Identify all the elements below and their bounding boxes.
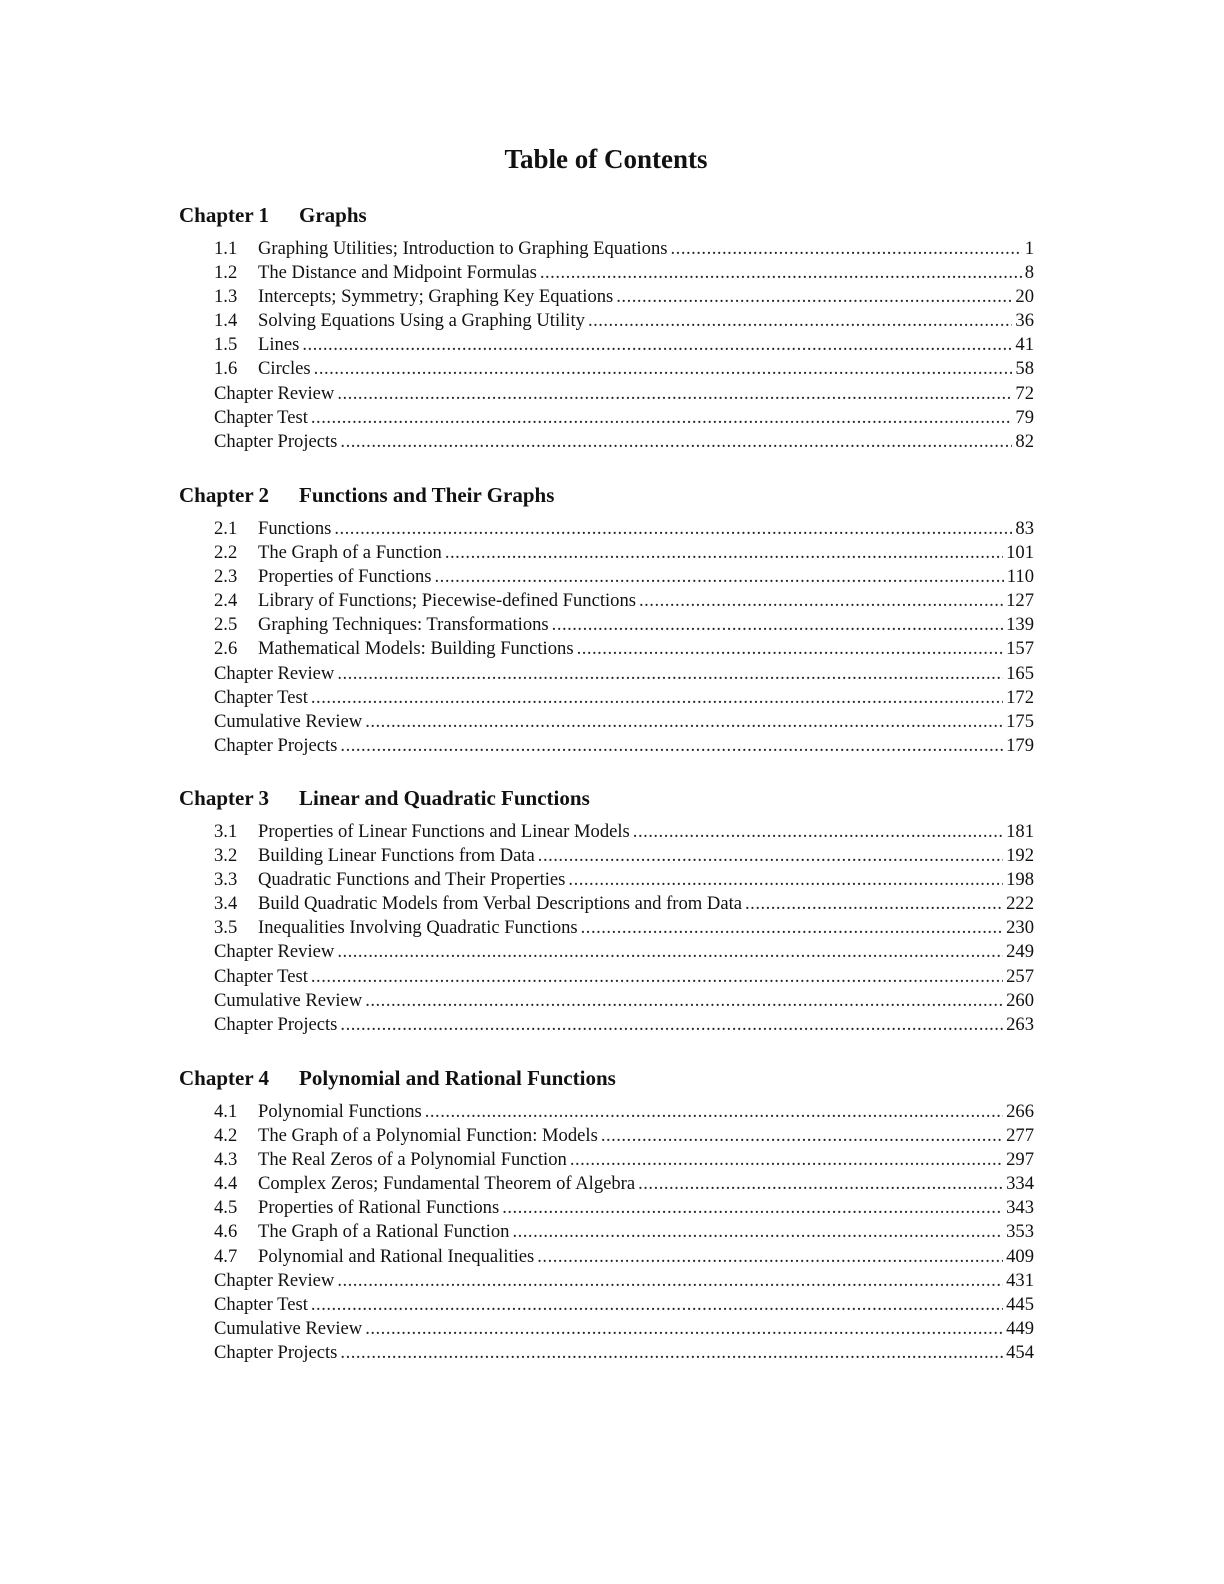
toc-entry[interactable] — [179, 261, 1034, 285]
page-title: Table of Contents — [504, 144, 708, 174]
entry-title: Properties of Functions — [258, 566, 432, 588]
chapter-4-section — [179, 1063, 1034, 1365]
chapter-label: Chapter 4 — [179, 1066, 270, 1090]
toc-entry[interactable] — [179, 565, 1034, 589]
dot-leader — [365, 710, 1003, 734]
chapter-label: Chapter 2 — [179, 483, 270, 507]
section-number: 2.6 — [214, 638, 238, 660]
page-number: 334 — [1006, 1173, 1034, 1195]
chapter-name: Linear and Quadratic Functions — [299, 786, 590, 810]
chapter-name: Graphs — [299, 203, 367, 227]
entry-title: Properties of Rational Functions — [258, 1197, 500, 1219]
toc-entry[interactable] — [179, 916, 1034, 940]
page-number: 139 — [1006, 614, 1034, 636]
entry-title: Mathematical Models: Building Functions — [258, 638, 574, 660]
chapter-1-section — [179, 200, 1034, 454]
page-number: 165 — [1006, 662, 1034, 684]
page-number: 36 — [1015, 310, 1034, 332]
page-number: 175 — [1006, 710, 1034, 732]
entry-title: Chapter Projects — [214, 734, 338, 756]
page-number: 249 — [1006, 941, 1034, 963]
toc-entry[interactable] — [179, 333, 1034, 357]
dot-leader — [577, 637, 1004, 661]
section-number: 2.1 — [214, 518, 238, 539]
chapter-name: Functions and Their Graphs — [299, 483, 555, 507]
entry-title: Cumulative Review — [214, 1317, 363, 1339]
chapter-entries — [179, 237, 1034, 454]
entry-title: Chapter Test — [214, 406, 308, 428]
dot-leader — [540, 261, 1022, 285]
section-number: 1.5 — [214, 334, 238, 356]
page-number: 79 — [1015, 406, 1034, 428]
toc-entry[interactable] — [179, 285, 1034, 309]
page-number: 260 — [1006, 989, 1034, 1011]
dot-leader — [365, 1317, 1003, 1341]
dot-leader — [512, 1220, 1003, 1244]
page-number: 266 — [1006, 1101, 1034, 1122]
page-number: 127 — [1006, 590, 1034, 612]
toc-entry[interactable] — [179, 1124, 1034, 1148]
entry-title: Cumulative Review — [214, 989, 363, 1011]
dot-leader — [311, 965, 1003, 989]
section-number: 4.1 — [214, 1101, 238, 1122]
chapter-2-section — [179, 480, 1034, 758]
page-number: 297 — [1006, 1149, 1034, 1171]
entry-title: Graphing Utilities; Introduction to Graphing Equations — [258, 238, 668, 259]
entry-title: The Distance and Midpoint Formulas — [258, 262, 537, 284]
toc-entry[interactable] — [179, 541, 1034, 565]
section-number: 3.1 — [214, 821, 238, 842]
toc-entry[interactable] — [179, 357, 1034, 381]
chapter-entries — [179, 820, 1034, 1037]
toc-entry[interactable] — [179, 1196, 1034, 1220]
toc-entry[interactable] — [179, 940, 1034, 964]
dot-leader — [601, 1124, 1003, 1148]
page-number: 179 — [1006, 734, 1034, 756]
section-number: 1.3 — [214, 286, 238, 308]
entry-title: Solving Equations Using a Graphing Utility — [258, 310, 585, 332]
page-number: 58 — [1015, 358, 1034, 380]
toc-entry[interactable] — [179, 1220, 1034, 1244]
dot-leader — [616, 285, 1012, 309]
entry-title: Building Linear Functions from Data — [258, 845, 535, 867]
dot-leader — [340, 1341, 1003, 1365]
page-number: 445 — [1006, 1293, 1034, 1315]
dot-leader — [425, 1100, 1003, 1124]
chapter-label: Chapter 1 — [179, 203, 270, 227]
page-number: 454 — [1006, 1341, 1034, 1363]
toc-entry[interactable] — [179, 1293, 1034, 1317]
chapter-heading — [179, 1063, 1034, 1093]
entry-title: Complex Zeros; Fundamental Theorem of Algebra — [258, 1173, 636, 1195]
chapter-name: Polynomial and Rational Functions — [299, 1066, 616, 1090]
section-number: 4.5 — [214, 1197, 238, 1219]
toc-entry[interactable] — [179, 1148, 1034, 1172]
toc-entry[interactable] — [179, 382, 1034, 406]
toc-entry[interactable] — [179, 406, 1034, 430]
chapter-label: Chapter 3 — [179, 786, 270, 810]
toc-entry[interactable] — [179, 844, 1034, 868]
dot-leader — [570, 1148, 1003, 1172]
section-number: 4.3 — [214, 1149, 238, 1171]
toc-entry[interactable] — [179, 1172, 1034, 1196]
toc-entry[interactable] — [179, 1269, 1034, 1293]
toc-entry[interactable] — [179, 965, 1034, 989]
entry-title: Functions — [258, 518, 332, 539]
section-number: 2.3 — [214, 566, 238, 588]
entry-title: Polynomial Functions — [258, 1101, 422, 1122]
entry-title: Chapter Review — [214, 1269, 335, 1291]
entry-title: Chapter Review — [214, 941, 335, 963]
dot-leader — [537, 1245, 1003, 1269]
page-number: 277 — [1006, 1125, 1034, 1147]
section-number: 2.2 — [214, 542, 238, 564]
entry-title: Chapter Projects — [214, 430, 338, 452]
entry-title: Chapter Test — [214, 965, 308, 987]
page-number: 172 — [1006, 686, 1034, 708]
page-number: 82 — [1015, 430, 1034, 452]
toc-entry[interactable] — [179, 637, 1034, 661]
page-number: 8 — [1024, 262, 1034, 284]
entry-title: The Graph of a Rational Function — [258, 1221, 510, 1243]
chapter-heading — [179, 783, 1034, 813]
entry-title: Chapter Review — [214, 382, 335, 404]
dot-leader — [314, 357, 1013, 381]
page-number: 449 — [1006, 1317, 1034, 1339]
entry-title: Graphing Techniques: Transformations — [258, 614, 549, 636]
toc-entry[interactable] — [179, 868, 1034, 892]
section-number: 4.6 — [214, 1221, 238, 1243]
entry-title: Inequalities Involving Quadratic Functions — [258, 917, 578, 939]
dot-leader — [311, 1293, 1003, 1317]
page-number: 41 — [1015, 334, 1034, 356]
section-number: 3.5 — [214, 917, 238, 939]
toc-entry[interactable] — [179, 1100, 1034, 1124]
chapter-3-section — [179, 783, 1034, 1037]
entry-title: Library of Functions; Piecewise-defined Functions — [258, 590, 636, 612]
entry-title: Build Quadratic Models from Verbal Descriptions and from Data — [258, 893, 743, 915]
section-number: 4.2 — [214, 1125, 238, 1147]
toc-entry[interactable] — [179, 1341, 1034, 1365]
toc-entry[interactable] — [179, 1245, 1034, 1269]
section-number: 2.5 — [214, 614, 238, 636]
dot-leader — [633, 820, 1003, 844]
dot-leader — [745, 892, 1003, 916]
entry-title: Cumulative Review — [214, 710, 363, 732]
toc-entry[interactable] — [179, 892, 1034, 916]
entry-title: Chapter Test — [214, 1293, 308, 1315]
section-number: 1.6 — [214, 358, 238, 380]
dot-leader — [538, 844, 1003, 868]
toc-entry[interactable] — [179, 820, 1034, 844]
section-number: 4.4 — [214, 1173, 238, 1195]
page-number: 83 — [1015, 518, 1034, 539]
page-number: 222 — [1006, 893, 1034, 915]
dot-leader — [340, 1013, 1003, 1037]
dot-leader — [337, 382, 1012, 406]
section-number: 1.4 — [214, 310, 238, 332]
page-number: 72 — [1015, 382, 1034, 404]
section-number: 3.3 — [214, 869, 238, 891]
entry-title: Chapter Test — [214, 686, 308, 708]
dot-leader — [311, 406, 1013, 430]
dot-leader — [435, 565, 1004, 589]
dot-leader — [581, 916, 1003, 940]
entry-title: Quadratic Functions and Their Properties — [258, 869, 566, 891]
page-number: 263 — [1006, 1013, 1034, 1035]
toc-entry[interactable] — [179, 1317, 1034, 1341]
entry-title: Properties of Linear Functions and Linear Models — [258, 821, 630, 842]
dot-leader — [639, 589, 1003, 613]
toc-entry[interactable] — [179, 430, 1034, 454]
dot-leader — [502, 1196, 1003, 1220]
entry-title: The Real Zeros of a Polynomial Function — [258, 1149, 567, 1171]
section-number: 1.2 — [214, 262, 238, 284]
dot-leader — [671, 237, 1022, 261]
toc-entry[interactable] — [179, 686, 1034, 710]
page-number: 110 — [1006, 566, 1034, 588]
page-number: 181 — [1006, 821, 1034, 842]
dot-leader — [445, 541, 1003, 565]
page-number: 230 — [1006, 917, 1034, 939]
page-number: 343 — [1006, 1197, 1034, 1219]
chapter-entries — [179, 1100, 1034, 1365]
section-number: 3.2 — [214, 845, 238, 867]
entry-title: Lines — [258, 334, 300, 356]
section-number: 2.4 — [214, 590, 238, 612]
page-number: 257 — [1006, 965, 1034, 987]
page-number: 1 — [1024, 238, 1034, 259]
dot-leader — [337, 1269, 1003, 1293]
toc-entry[interactable] — [179, 710, 1034, 734]
toc-entry[interactable] — [179, 517, 1034, 541]
dot-leader — [302, 333, 1012, 357]
dot-leader — [311, 686, 1003, 710]
toc-entry[interactable] — [179, 237, 1034, 261]
page-number: 157 — [1006, 638, 1034, 660]
toc-entry[interactable] — [179, 734, 1034, 758]
toc-entry[interactable] — [179, 1013, 1034, 1037]
dot-leader — [337, 940, 1003, 964]
dot-leader — [552, 613, 1003, 637]
toc-entry[interactable] — [179, 309, 1034, 333]
section-number: 1.1 — [214, 238, 238, 259]
entry-title: Intercepts; Symmetry; Graphing Key Equations — [258, 286, 614, 308]
toc-entry[interactable] — [179, 989, 1034, 1013]
chapter-heading — [179, 200, 1034, 230]
dot-leader — [365, 989, 1003, 1013]
page-number: 409 — [1006, 1245, 1034, 1267]
chapter-heading — [179, 480, 1034, 510]
entry-title: The Graph of a Function — [258, 542, 442, 564]
dot-leader — [340, 430, 1012, 454]
entry-title: Chapter Projects — [214, 1341, 338, 1363]
toc-entry[interactable] — [179, 613, 1034, 637]
section-number: 3.4 — [214, 893, 238, 915]
dot-leader — [568, 868, 1003, 892]
chapter-entries — [179, 517, 1034, 758]
toc-entry[interactable] — [179, 662, 1034, 686]
page-number: 431 — [1006, 1269, 1034, 1291]
page-number: 192 — [1006, 845, 1034, 867]
entry-title: Chapter Projects — [214, 1013, 338, 1035]
entry-title: Chapter Review — [214, 662, 335, 684]
page-number: 198 — [1006, 869, 1034, 891]
entry-title: Circles — [258, 358, 311, 380]
page-number: 101 — [1006, 542, 1034, 564]
page-number: 353 — [1006, 1221, 1034, 1243]
dot-leader — [638, 1172, 1003, 1196]
dot-leader — [334, 517, 1012, 541]
section-number: 4.7 — [214, 1245, 238, 1267]
dot-leader — [340, 734, 1003, 758]
entry-title: The Graph of a Polynomial Function: Models — [258, 1125, 598, 1147]
dot-leader — [588, 309, 1012, 333]
toc-entry[interactable] — [179, 589, 1034, 613]
page-number: 20 — [1015, 286, 1034, 308]
dot-leader — [337, 662, 1003, 686]
entry-title: Polynomial and Rational Inequalities — [258, 1245, 535, 1267]
